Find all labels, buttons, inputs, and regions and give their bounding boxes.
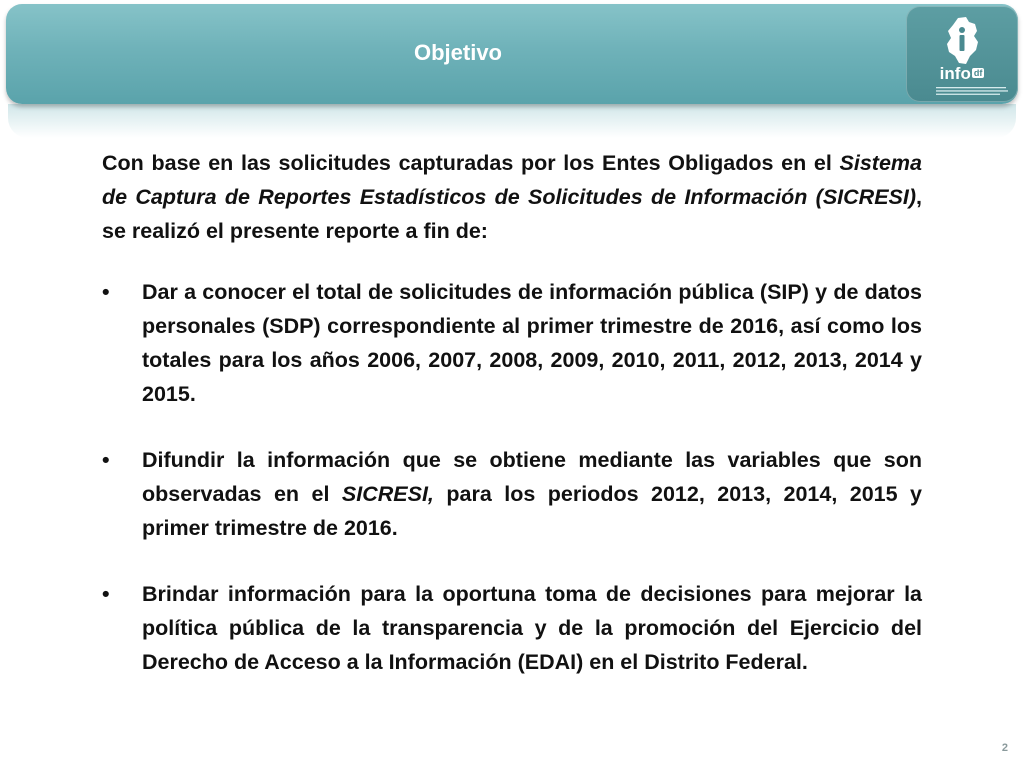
header-shadow [8,104,1016,138]
objective-text-end: para los periodos 2012, 2013, 2014, 2015 y primer trimestre de 2016. [142,482,923,540]
info-df-logo [906,6,1018,102]
logo-word-mark: df [973,68,983,78]
bullet-icon: • [102,280,110,304]
intro-text-2: , se realizó el presente reporte a fin de: [102,185,922,243]
logo-fine-print [936,86,1008,96]
objective-text-start: Difundir la información que se obtiene mediante las variables que son observadas en el [142,448,922,506]
city-map-icon [944,16,980,66]
bullet-icon: • [102,582,110,606]
logo-wordmark [906,64,1018,84]
intro-paragraph [102,146,922,248]
slide-title: Objetivo [413,40,502,65]
objective-text: Brindar información para la oportuna toma de decisiones para mejorar la política pública de la transparencia y de la promoción del Ejercicio del Derecho de Acceso a la Información (EDAI) en el Distrito Federal. [142,582,922,674]
intro-text-1: Con base en las solicitudes capturadas por los Entes Obligados en el [102,151,840,175]
bullet-icon: • [102,448,110,472]
objective-text-italic: SICRESI, [341,482,434,506]
intro-system-name: Sistema de Captura de Reportes Estadísticos de Solicitudes de Información (SICRESI) [102,151,922,209]
objective-text: Dar a conocer el total de solicitudes de información pública (SIP) y de datos personales (SDP) correspondiente al primer trimestre de 2016, así como los totales para los años 2006, 2007, 2008, 2009, 2010, 2011, 2012, 2013, 2014 y 2015. [142,280,922,406]
objective-item [102,443,922,545]
logo-word-text: info [939,64,971,83]
objective-item [102,577,922,679]
objective-item [102,275,922,411]
objective-list [102,275,922,679]
slide-body [102,146,922,679]
page-number: 2 [1001,742,1008,754]
